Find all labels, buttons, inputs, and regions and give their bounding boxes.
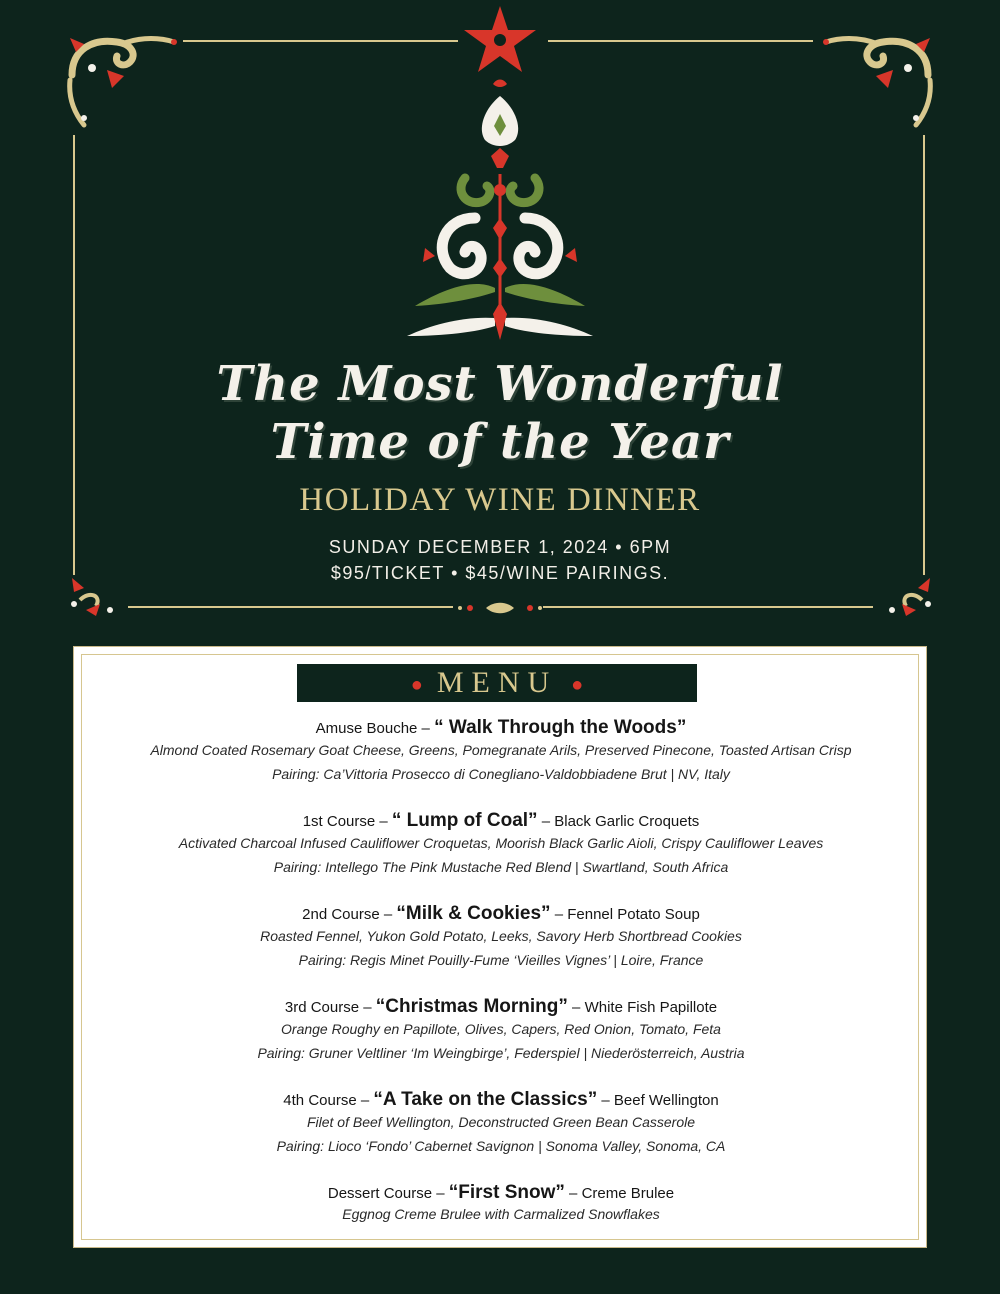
course-dish: – Beef Wellington <box>597 1092 719 1109</box>
course-description: Eggnog Creme Brulee with Carmalized Snowflakes <box>342 1206 660 1222</box>
title-line-1: The Most Wonderful <box>216 356 784 412</box>
course-nickname: “ Lump of Coal” <box>391 810 538 831</box>
event-date: SUNDAY DECEMBER 1, 2024 • 6PM <box>328 537 672 557</box>
course-pairing: Pairing: Ca’Vittoria Prosecco di Conegliano-Valdobbiadene Brut | NV, Italy <box>272 766 730 782</box>
course-dish: – White Fish Papillote <box>567 999 718 1016</box>
course-dessert <box>74 1182 928 1223</box>
course-third <box>74 996 928 1064</box>
course-description: Filet of Beef Wellington, Deconstructed Green Bean Casserole <box>306 1114 696 1130</box>
course-description: Activated Charcoal Infused Cauliflower Croquetas, Moorish Black Garlic Aioli, Crispy Cauliflower Leaves <box>178 835 824 851</box>
corner-ornament-top-right-icon <box>818 30 938 130</box>
course-pairing: Pairing: Lioco ‘Fondo’ Cabernet Savignon | Sonoma Valley, Sonoma, CA <box>276 1138 726 1154</box>
course-dish: – Black Garlic Croquets <box>537 813 700 830</box>
event-pricing: $95/TICKET • $45/WINE PAIRINGS. <box>330 563 670 583</box>
bottom-center-ornament-icon <box>450 598 550 618</box>
course-first <box>74 810 928 878</box>
course-description: Almond Coated Rosemary Goat Cheese, Greens, Pomegranate Arils, Preserved Pinecone, Toasted Artisan Crisp <box>150 742 852 758</box>
star-icon <box>460 4 540 78</box>
course-nickname: “ Walk Through the Woods” <box>434 717 687 738</box>
course-description: Orange Roughy en Papillote, Olives, Capers, Red Onion, Tomato, Feta <box>281 1021 721 1037</box>
event-subtitle: HOLIDAY WINE DINNER <box>299 482 701 518</box>
bullet-icon: ● <box>571 674 584 697</box>
course-label: Dessert Course – <box>327 1185 449 1202</box>
course-label: 4th Course – <box>283 1092 374 1109</box>
bullet-icon: ● <box>410 674 423 697</box>
christmas-tree-icon <box>405 78 595 348</box>
course-description: Roasted Fennel, Yukon Gold Potato, Leeks, Savory Herb Shortbread Cookies <box>260 928 742 944</box>
course-amuse-bouche <box>74 717 928 785</box>
course-heading <box>74 1182 928 1205</box>
course-fourth <box>74 1089 928 1157</box>
course-pairing: Pairing: Intellego The Pink Mustache Red Blend | Swartland, South Africa <box>273 859 729 875</box>
course-nickname: “Christmas Morning” <box>375 996 568 1017</box>
course-heading <box>74 810 928 833</box>
course-second <box>74 903 928 971</box>
course-label: Amuse Bouche – <box>315 720 435 737</box>
course-pairing: Pairing: Regis Minet Pouilly-Fume ‘Vieilles Vignes’ | Loire, France <box>298 952 704 968</box>
course-pairing: Pairing: Gruner Veltliner ‘Im Weingbirge’, Federspiel | Niederösterreich, Austria <box>257 1045 745 1061</box>
course-heading <box>74 903 928 926</box>
course-nickname: “Milk & Cookies” <box>396 903 551 924</box>
course-heading <box>74 996 928 1019</box>
course-dish: – Fennel Potato Soup <box>550 906 700 923</box>
menu-heading-banner <box>297 664 697 702</box>
course-heading <box>74 1089 928 1112</box>
course-dish: – Creme Brulee <box>564 1185 675 1202</box>
corner-ornament-top-left-icon <box>62 30 182 130</box>
menu-card <box>73 646 927 1248</box>
course-label: 1st Course – <box>302 813 392 830</box>
course-heading <box>74 717 928 740</box>
course-nickname: “First Snow” <box>448 1182 565 1203</box>
course-label: 2nd Course – <box>302 906 397 923</box>
menu-heading: MENU <box>436 666 558 699</box>
title-line-2: Time of the Year <box>270 414 730 470</box>
course-label: 3rd Course – <box>284 999 376 1016</box>
course-nickname: “A Take on the Classics” <box>373 1089 598 1110</box>
